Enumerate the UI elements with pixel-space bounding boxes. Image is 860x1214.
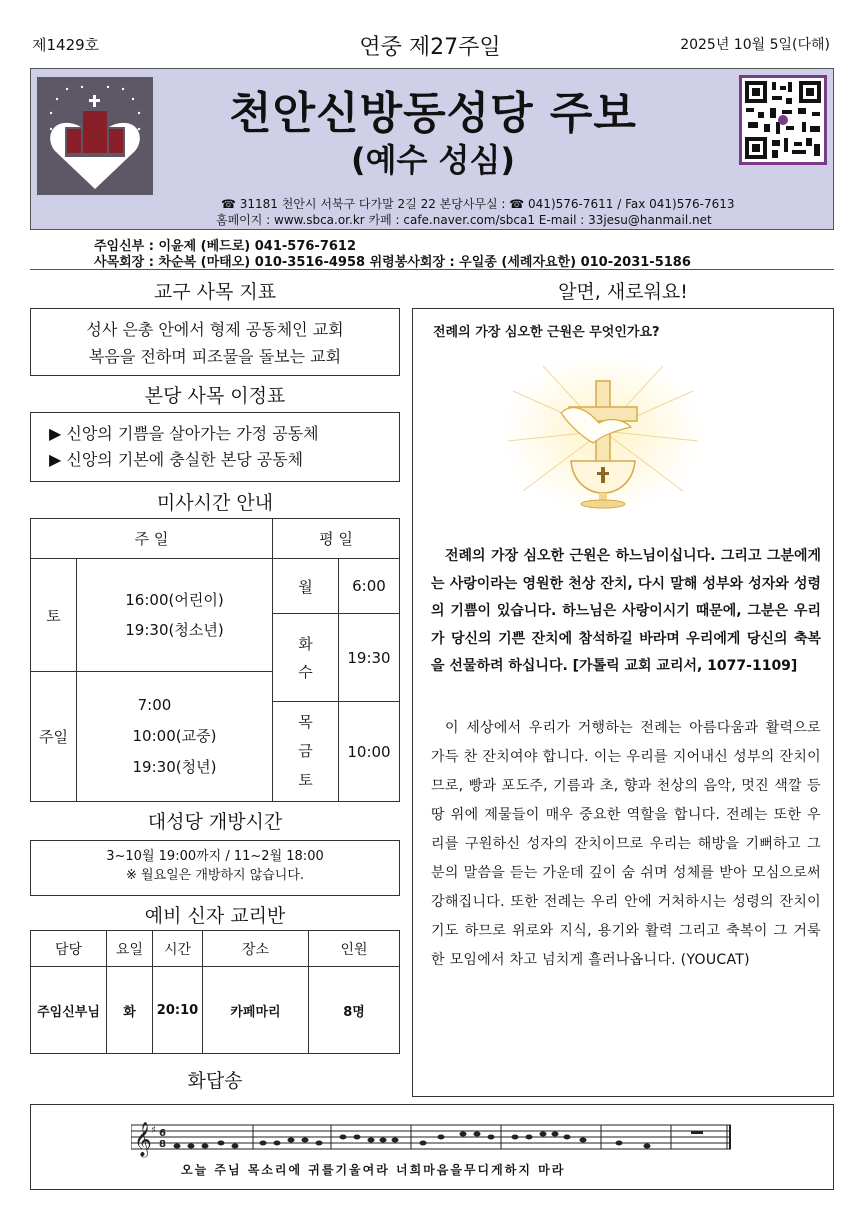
mass-time: 16:00(어린이): [125, 591, 224, 609]
day-label: 화: [298, 634, 313, 653]
mass-title: 미사시간 안내: [156, 492, 274, 514]
day-label: 수: [298, 662, 313, 681]
weekday-header: 평 일: [272, 519, 399, 559]
mission-box: [30, 308, 400, 376]
table-cell: 8명: [309, 967, 400, 1054]
table-header: 장소: [203, 931, 309, 967]
mission-title: 교구 사목 지표: [153, 281, 277, 303]
masthead: [30, 68, 834, 230]
table-cell: 20:10: [153, 967, 203, 1054]
open-hours-title: 대성당 개방시간: [147, 811, 283, 833]
faq-title: 알면, 새로워요!: [558, 281, 688, 303]
mass-time: 7:00: [137, 696, 172, 714]
council-contacts: 사목회장 : 차순복 (마태오) 010-3516-4958 위령봉사회장 : 우일종 (세례자요한) 010-2031-5186: [94, 255, 691, 270]
table-row: [31, 967, 400, 1054]
thu-fri-sat-time: 10:00: [338, 702, 399, 802]
monday-label: 월: [272, 559, 338, 614]
open-hours-line: ※ 월요일은 개방하지 않습니다.: [125, 868, 305, 883]
liturgical-season: 연중 제27주일: [359, 35, 501, 60]
saturday-times: [77, 559, 273, 672]
table-header: 인원: [309, 931, 400, 967]
open-hours-box: [30, 840, 400, 896]
day-label: 토: [298, 771, 313, 789]
open-hours-line: 3~10월 19:00까지 / 11~2월 18:00: [106, 849, 324, 864]
svg-text:6: 6: [159, 1128, 166, 1139]
psalm-lyrics: 오늘 주님 목소리에 귀를기울여라 너희마음을무디게하지 마라: [181, 1163, 566, 1177]
thu-fri-sat-label: [272, 702, 338, 802]
day-label: 금: [298, 742, 313, 760]
mission-line: 성사 은총 안에서 형제 공동체인 교회: [86, 320, 344, 339]
table-cell: 화: [107, 967, 153, 1054]
mission-line: 복음을 전하며 피조물을 돌보는 교회: [88, 347, 342, 366]
table-cell: 주임신부님: [31, 967, 107, 1054]
goal-line: ▶ 신앙의 기쁨을 살아가는 가정 공동체: [49, 424, 319, 443]
svg-text:♯: ♯: [151, 1125, 156, 1136]
svg-text:8: 8: [159, 1139, 166, 1150]
sunday-times: [77, 672, 273, 802]
faq-answer-bold: 전례의 가장 심오한 근원은 하느님이십니다. 그리고 그분에게는 사랑이라는 영원한 천상 잔치, 다시 말해 성부와 성자와 성령의 기쁨이 있습니다. 하느님은 사랑이시기 때문에, 그분은 우리가 당신의 기쁜 잔치에 참석하길 바라며 우리에게 당신의 축복을 선물하려 하십니다. [가톨릭 교회 교리서, 1077-1109]: [431, 548, 821, 674]
table-cell: 카페마리: [203, 967, 309, 1054]
mass-time: 19:30(청소년): [125, 621, 224, 639]
issue-number: 제1429호: [32, 36, 100, 54]
staff-contacts: [30, 230, 834, 270]
psalm-title: 화답송: [187, 1070, 243, 1092]
qr-code-icon: [739, 75, 827, 165]
catechism-title: 예비 신자 교리반: [144, 905, 286, 927]
bulletin-title: 천안신방동성당 주보: [229, 88, 637, 139]
goal-line: ▶ 신앙의 기본에 충실한 본당 공동체: [49, 450, 304, 469]
table-header: 담당: [31, 931, 107, 967]
goals-box: [30, 412, 400, 482]
mass-time: 19:30(청년): [132, 758, 217, 776]
table-header: 시간: [153, 931, 203, 967]
issue-date: 2025년 10월 5일(다해): [680, 37, 830, 53]
church-web-contacts: 홈페이지 : www.sbca.or.kr 카페 : cafe.naver.com/sbca1 E-mail : 33jesu@hanmail.net: [216, 213, 712, 227]
church-address: ☎ 31181 천안시 서북구 다가말 2길 22 본당사무실 : ☎ 041)576-7611 / Fax 041)576-7613: [221, 197, 735, 211]
saturday-label: 토: [31, 559, 77, 672]
sunday-label: 주일: [31, 672, 77, 802]
faq-question: 전례의 가장 심오한 근원은 무엇인가요?: [433, 325, 660, 340]
monday-time: 6:00: [338, 559, 399, 614]
tue-wed-label: [272, 614, 338, 702]
goals-title: 본당 사목 이정표: [144, 385, 286, 407]
music-staff-icon: [131, 1119, 731, 1159]
faq-box: [412, 308, 834, 1097]
tue-wed-time: 19:30: [338, 614, 399, 702]
day-label: 목: [298, 713, 313, 731]
table-header: 요일: [107, 931, 153, 967]
cross-dove-chalice-icon: [503, 361, 703, 521]
catechism-table: [30, 930, 400, 1054]
mass-time: 10:00(교중): [132, 727, 217, 745]
mass-schedule-table: [30, 518, 400, 802]
bulletin-subtitle: (예수 성심): [350, 141, 516, 179]
psalm-score-box: [30, 1104, 834, 1190]
pastor-contact: 주임신부 : 이윤제 (베드로) 041-576-7612: [94, 239, 357, 254]
svg-text:𝄞: 𝄞: [134, 1122, 152, 1157]
faq-answer-body: 이 세상에서 우리가 거행하는 전례는 아름다움과 활력으로 가득 찬 잔치여야 합니다. 이는 우리를 지어내신 성부의 잔치이므로, 빵과 포도주, 기름과 초, 향과 천상의 음악, 멋진 색깔 등 땅 위에 제물들이 매우 중요한 역할을 합니다. 전례는 또한 우리를 구원하신 성자의 잔치이므로 우리는 해방을 기뻐하고 그분의 말씀을 듣는 가운데 깊이 숨 쉬며 성체를 받아 모심으로써 강해집니다. 또한 전례는 우리 안에 거처하시는 성령의 잔치이기도 하므로 위로와 지식, 용기와 활력 그리고 축복이 그 거룩한 모임에서 차고 넘치게 흘러나옵니다. (YOUCAT): [431, 720, 821, 968]
sunday-header: 주 일: [31, 519, 273, 559]
